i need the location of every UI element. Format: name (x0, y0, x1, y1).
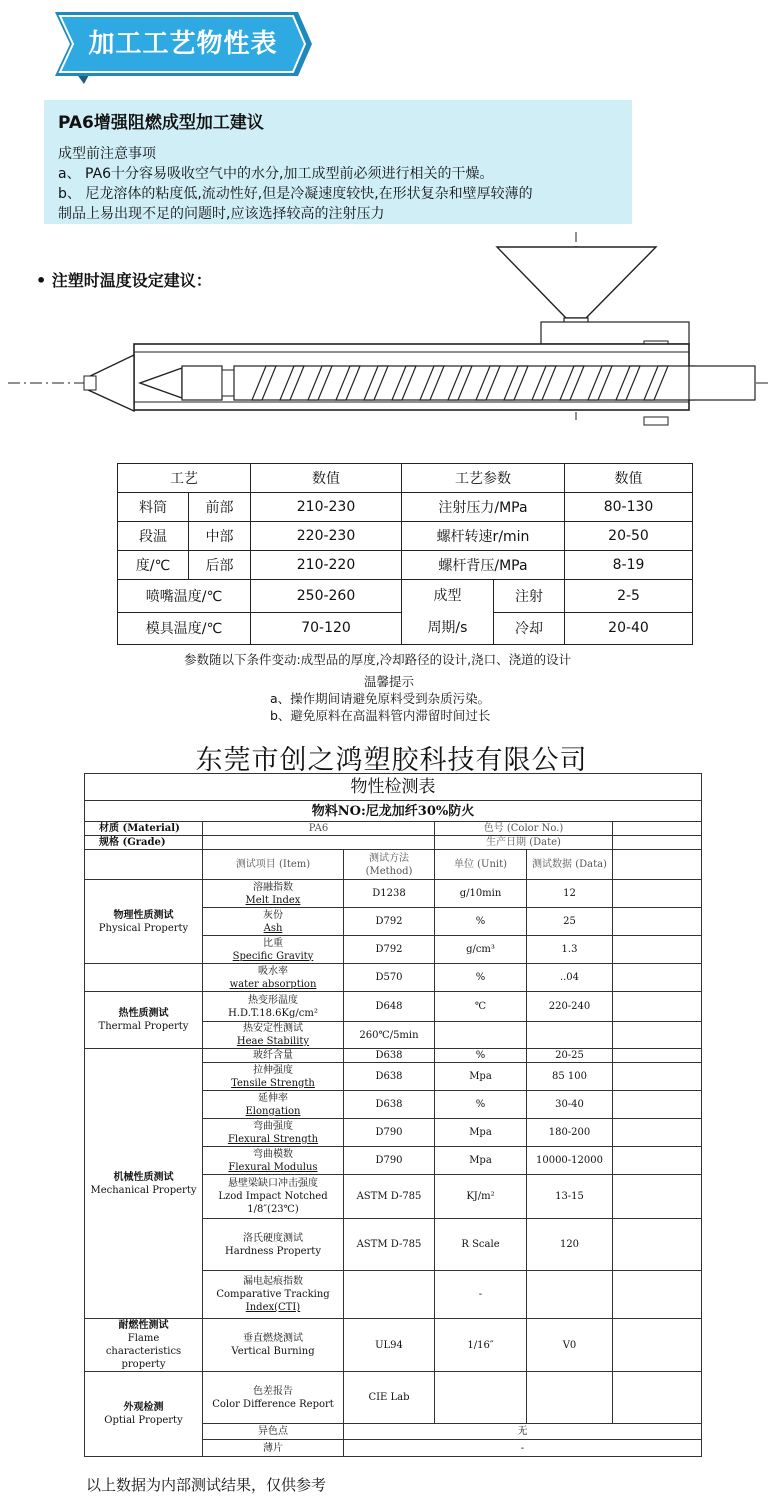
zone-rear: 后部 (189, 551, 251, 580)
unit-flexs: Mpa (435, 1119, 527, 1147)
unit-elong: % (435, 1091, 527, 1119)
item-gravity-cn: 比重 (263, 937, 283, 949)
item-fiber: 玻纤含量 (203, 1049, 344, 1063)
category-appearance-cn: 外观检测 (123, 1402, 164, 1413)
item-flexm (203, 1147, 344, 1175)
item-tensile-en: Tensile Strength (231, 1077, 315, 1089)
data-flexs: 180-200 (527, 1119, 613, 1147)
data-izod: 13-15 (527, 1175, 613, 1219)
param-injection-pressure: 注射压力/MPa (402, 493, 565, 522)
header-process: 工艺 (118, 464, 251, 493)
item-ash-cn: 灰份 (263, 909, 283, 921)
item-water-en: water absorption (229, 978, 317, 990)
item-heat-en: Heae Stability (236, 1036, 310, 1047)
unit-heat (435, 1022, 527, 1049)
extra-fiber (613, 1049, 702, 1063)
spec-value (203, 836, 435, 850)
unit-fiber: % (435, 1049, 527, 1063)
method-colordiff: CIE Lab (344, 1372, 435, 1424)
value-sheet: - (344, 1440, 702, 1457)
item-melt-cn: 溶融指数 (253, 881, 293, 893)
item-flexs-cn: 弯曲强度 (253, 1120, 293, 1132)
unit-water: % (435, 964, 527, 992)
unit-cti: - (435, 1271, 527, 1319)
material-label: 材质 (Material) (85, 822, 203, 836)
banner-title: 加工工艺物性表 (88, 29, 278, 59)
item-elong-cn: 延伸率 (258, 1092, 288, 1104)
category-mechanical-cn: 机械性质测试 (113, 1171, 174, 1183)
barrel-label-1: 料筒 (118, 493, 189, 522)
tips-title: 温馨提示 (364, 674, 415, 689)
item-tensile-cn: 拉伸强度 (253, 1064, 293, 1076)
item-cti-en1: Comparative Tracking (216, 1289, 330, 1300)
header-value: 数值 (251, 464, 402, 493)
category-flame-en2: characteristics (105, 1346, 182, 1357)
extra-tensile (613, 1063, 702, 1091)
zone-front: 前部 (189, 493, 251, 522)
item-izod-en1: Lzod Impact Notched (218, 1191, 328, 1202)
header-param-value: 数值 (565, 464, 693, 493)
param-injection-pressure-value: 80-130 (565, 493, 693, 522)
item-flexm-cn: 弯曲模数 (253, 1148, 293, 1160)
data-water: ..04 (527, 964, 613, 992)
category-physical-en: Physical Property (98, 922, 189, 934)
unit-vburn: 1/16″ (435, 1319, 527, 1372)
category-mechanical-en: Mechanical Property (90, 1184, 197, 1196)
category-thermal-en: Thermal Property (98, 1021, 189, 1032)
mold-temp-value: 70-120 (251, 612, 402, 645)
item-cti-cn: 漏电起痕指数 (243, 1276, 303, 1287)
category-mechanical (85, 1049, 203, 1319)
data-hdt: 220-240 (527, 992, 613, 1022)
item-vburn-en: Vertical Burning (231, 1346, 315, 1357)
extra-flexm (613, 1147, 702, 1175)
header-method (344, 850, 435, 880)
category-appearance (85, 1372, 203, 1457)
category-flame-en1: Flame (127, 1333, 160, 1344)
item-izod-cn: 悬壁梁缺口冲击强度 (228, 1178, 318, 1189)
item-melt (203, 880, 344, 908)
spec-label: 规格 (Grade) (85, 836, 203, 850)
item-elong-en: Elongation (245, 1105, 301, 1117)
method-flexm: D790 (344, 1147, 435, 1175)
method-tensile: D638 (344, 1063, 435, 1091)
data-ash: 25 (527, 908, 613, 936)
method-elong: D638 (344, 1091, 435, 1119)
item-heat (203, 1022, 344, 1049)
item-colordiff-cn: 色差报告 (253, 1385, 293, 1397)
cycle-label-bottom: 周期/s (427, 620, 468, 636)
item-hdt (203, 992, 344, 1022)
header-data: 测试数据 (Data) (527, 850, 613, 880)
unit-flexm: Mpa (435, 1147, 527, 1175)
footer-note: 以上数据为内部测试结果，仅供参考 (86, 1476, 327, 1494)
item-hdt-en: H.D.T.18.6Kg/cm² (228, 1007, 318, 1019)
data-cti (527, 1271, 613, 1319)
extra-heat (613, 1022, 702, 1049)
item-elong (203, 1091, 344, 1119)
method-gravity: D792 (344, 936, 435, 964)
data-hard: 120 (527, 1219, 613, 1271)
method-cti (344, 1271, 435, 1319)
unit-colordiff (435, 1372, 527, 1424)
method-ash: D792 (344, 908, 435, 936)
tip-a: a、操作期间请避免原料受到杂质污染。 (270, 691, 491, 706)
unit-hard: R Scale (435, 1219, 527, 1271)
item-gravity-en: Specific Gravity (232, 950, 314, 962)
data-fiber: 20-25 (527, 1049, 613, 1063)
data-tensile: 85 100 (527, 1063, 613, 1091)
item-hdt-cn: 热变形温度 (248, 994, 298, 1006)
item-gravity (203, 936, 344, 964)
date-label: 生产日期 (Date) (435, 836, 613, 850)
item-ash-en: Ash (263, 922, 283, 934)
header-param: 工艺参数 (402, 464, 565, 493)
item-vburn-cn: 垂直燃烧测试 (243, 1333, 303, 1344)
extra-gravity (613, 936, 702, 964)
property-table-title: 物性检测表 (85, 774, 702, 801)
extra-melt (613, 880, 702, 908)
item-melt-en: Melt Index (245, 894, 301, 906)
process-parameter-table (117, 463, 693, 645)
item-cti-en2: Index(CTI) (245, 1302, 301, 1313)
unit-izod: KJ/m² (435, 1175, 527, 1219)
zone-middle: 中部 (189, 522, 251, 551)
color-label: 色号 (Color No.) (435, 822, 613, 836)
category-appearance-en: Optial Property (104, 1415, 183, 1426)
data-melt: 12 (527, 880, 613, 908)
extra-izod (613, 1175, 702, 1219)
method-fiber: D638 (344, 1049, 435, 1063)
color-value (613, 822, 702, 836)
unit-gravity: g/cm³ (435, 936, 527, 964)
item-izod-en2: 1/8″(23℃) (247, 1204, 299, 1215)
header-unit: 单位 (Unit) (435, 850, 527, 880)
item-izod (203, 1175, 344, 1219)
extra-vburn (613, 1319, 702, 1372)
extra-colordiff (613, 1372, 702, 1424)
method-water: D570 (344, 964, 435, 992)
item-cti (203, 1271, 344, 1319)
param-screw-speed: 螺杆转速r/min (402, 522, 565, 551)
material-line: 物料NO:尼龙加纤30%防火 (85, 801, 702, 822)
header-method-cn: 测试方法 (369, 852, 409, 864)
value-foreign: 无 (344, 1424, 702, 1440)
cycle-inject-label: 注射 (493, 580, 564, 613)
cycle-cool-label: 冷却 (493, 612, 564, 645)
data-gravity: 1.3 (527, 936, 613, 964)
param-back-pressure-value: 8-19 (565, 551, 693, 580)
zone-front-value: 210-230 (251, 493, 402, 522)
extra-hdt (613, 992, 702, 1022)
mold-temp-label: 模具温度/℃ (118, 612, 251, 645)
param-screw-speed-value: 20-50 (565, 522, 693, 551)
parameter-note: 参数随以下条件变动:成型品的厚度,冷却路径的设计,浇口、浇道的设计 (184, 652, 572, 667)
item-foreign: 异色点 (203, 1424, 344, 1440)
extra-water (613, 964, 702, 992)
zone-rear-value: 210-220 (251, 551, 402, 580)
data-colordiff (527, 1372, 613, 1424)
header-extra (613, 850, 702, 880)
category-water-blank (85, 964, 203, 992)
category-physical (85, 880, 203, 964)
pa6-line-4: 制品上易出现不足的问题时,应该选择较高的注射压力 (58, 206, 385, 222)
unit-melt: g/10min (435, 880, 527, 908)
cycle-inject-value: 2-5 (565, 580, 693, 613)
cycle-cool-value: 20-40 (565, 612, 693, 645)
item-colordiff (203, 1372, 344, 1424)
data-vburn: V0 (527, 1319, 613, 1372)
method-vburn: UL94 (344, 1319, 435, 1372)
unit-ash: % (435, 908, 527, 936)
nozzle-temp-label: 喷嘴温度/℃ (118, 580, 251, 613)
extra-cti (613, 1271, 702, 1319)
item-flexm-en: Flexural Modulus (228, 1161, 318, 1173)
method-hdt: D648 (344, 992, 435, 1022)
item-ash (203, 908, 344, 936)
method-flexs: D790 (344, 1119, 435, 1147)
zone-middle-value: 220-230 (251, 522, 402, 551)
company-name: 东莞市创之鸿塑胶科技有限公司 (195, 745, 588, 776)
method-izod: ASTM D-785 (344, 1175, 435, 1219)
tip-b: b、避免原料在高温料管内滞留时间过长 (270, 708, 491, 723)
item-hard-en: Hardness Property (225, 1245, 321, 1257)
header-blank (85, 850, 203, 880)
pa6-line-1: 成型前注意事项 (58, 146, 156, 162)
material-value: PA6 (203, 822, 435, 836)
item-colordiff-en: Color Difference Report (212, 1398, 334, 1410)
barrel-label-2: 段温 (118, 522, 189, 551)
extra-elong (613, 1091, 702, 1119)
temperature-label: • 注塑时温度设定建议： (36, 271, 212, 290)
item-hard (203, 1219, 344, 1271)
pa6-line-2: a、 PA6十分容易吸收空气中的水分,加工成型前必须进行相关的干燥。 (58, 166, 494, 182)
extra-flexs (613, 1119, 702, 1147)
barrel-label-3: 度/℃ (118, 551, 189, 580)
extra-hard (613, 1219, 702, 1271)
cycle-label (402, 580, 494, 645)
category-thermal-cn: 热性质测试 (118, 1008, 169, 1019)
nozzle-temp-value: 250-260 (251, 580, 402, 613)
property-test-table (84, 773, 702, 1457)
date-value (613, 836, 702, 850)
method-heat: 260℃/5min (344, 1022, 435, 1049)
header-item: 测试项目 (Item) (203, 850, 344, 880)
unit-tensile: Mpa (435, 1063, 527, 1091)
item-hard-cn: 洛氏硬度测试 (243, 1232, 303, 1244)
item-sheet: 薄片 (203, 1440, 344, 1457)
header-method-en: (Method) (365, 865, 413, 877)
data-heat (527, 1022, 613, 1049)
pa6-line-3: b、 尼龙溶体的粘度低,流动性好,但是冷凝速度较快,在形状复杂和壁厚较薄的 (58, 186, 533, 202)
method-hard: ASTM D-785 (344, 1219, 435, 1271)
cycle-label-top: 成型 (433, 588, 462, 604)
item-tensile (203, 1063, 344, 1091)
category-thermal (85, 992, 203, 1049)
item-water (203, 964, 344, 992)
data-elong: 30-40 (527, 1091, 613, 1119)
item-heat-cn: 热安定性测试 (243, 1023, 303, 1034)
category-flame (85, 1319, 203, 1372)
unit-hdt: ℃ (435, 992, 527, 1022)
category-physical-cn: 物理性质测试 (113, 909, 174, 921)
category-flame-en3: property (121, 1359, 166, 1370)
injection-barrel-diagram (0, 228, 783, 428)
category-flame-cn: 耐燃性测试 (118, 1320, 169, 1331)
method-melt: D1238 (344, 880, 435, 908)
data-flexm: 10000-12000 (527, 1147, 613, 1175)
item-flexs (203, 1119, 344, 1147)
extra-ash (613, 908, 702, 936)
item-flexs-en: Flexural Strength (227, 1133, 319, 1145)
item-vburn (203, 1319, 344, 1372)
item-water-cn: 吸水率 (258, 965, 288, 977)
param-back-pressure: 螺杆背压/MPa (402, 551, 565, 580)
pa6-title: PA6增强阻燃成型加工建议 (58, 113, 264, 133)
